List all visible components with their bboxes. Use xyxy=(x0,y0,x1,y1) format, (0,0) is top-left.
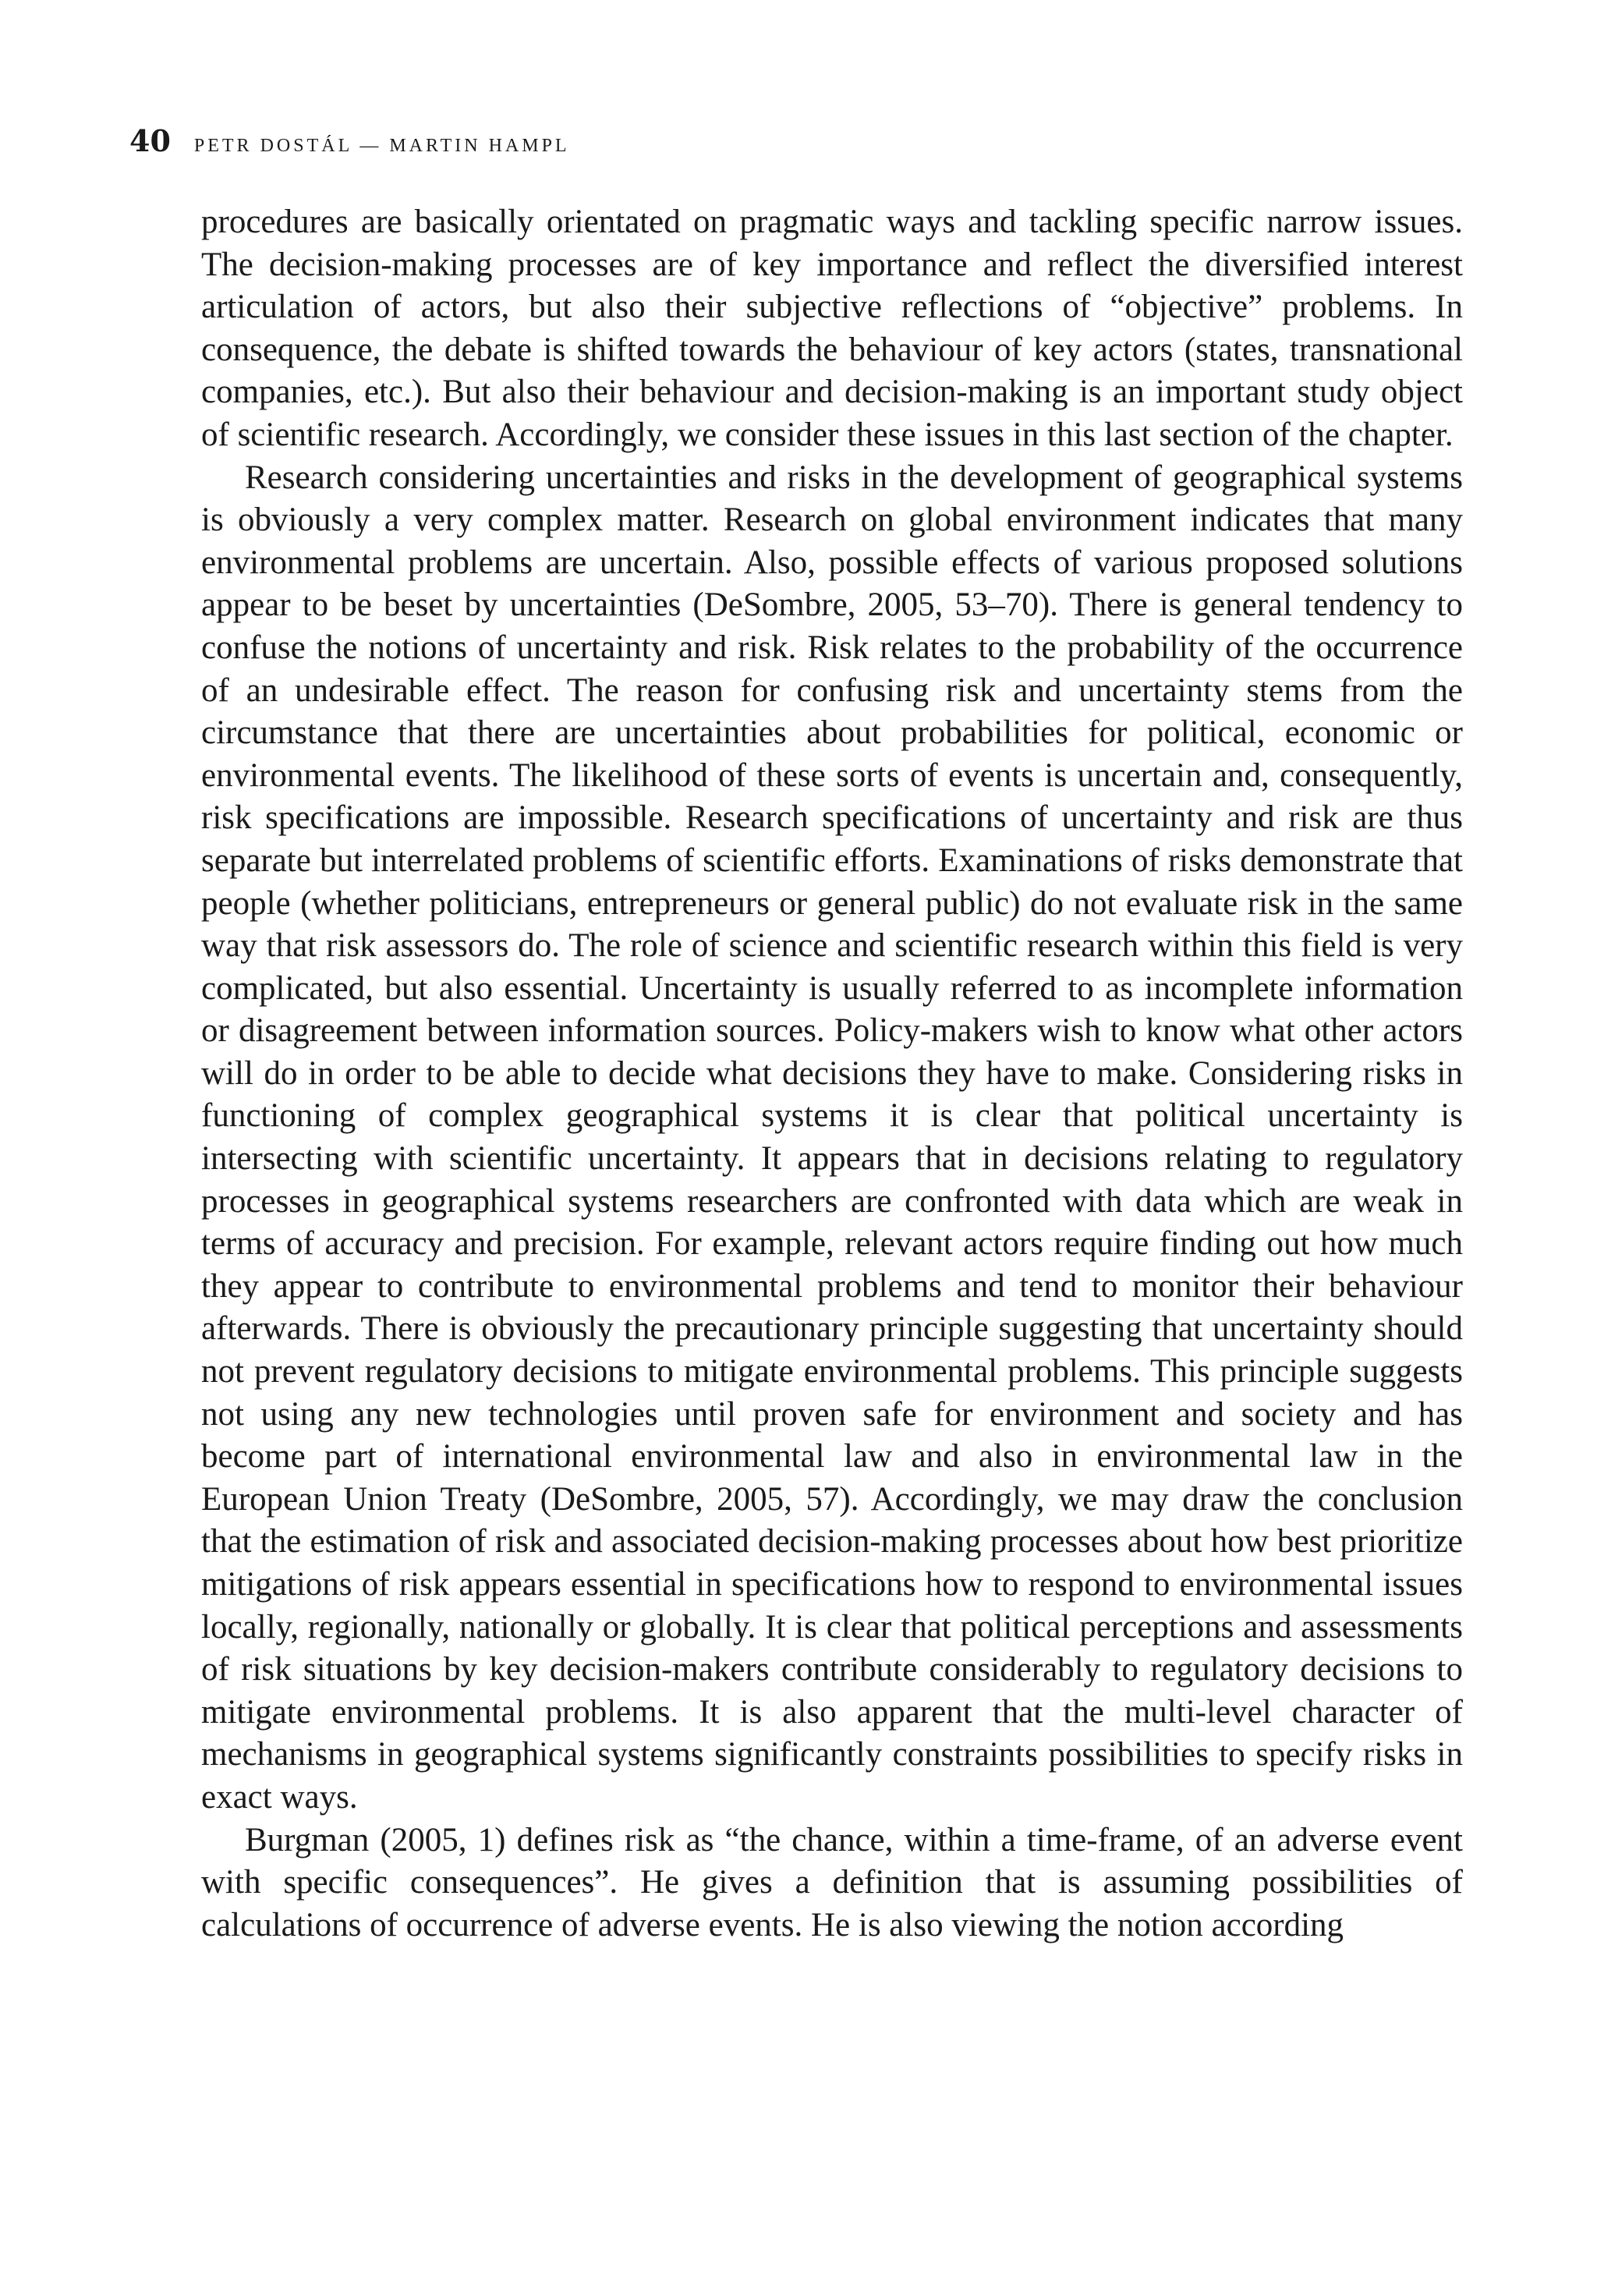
paragraph-continued: procedures are basically orientated on pragmatic ways and tackling specific narrow issues. The decision-making processes are of key importance and reflect the diversified interest articulation of actors, but also their subjective reflections of “objective” problems. In consequence, the debate is shifted towards the behaviour of key actors (states, transnational companies, etc.). But also their behaviour and decision-making is an important study object of scientific research. Accordingly, we consider these issues in this last section of the chapter. xyxy=(201,204,1463,453)
running-title: PETR DOSTÁL — MARTIN HAMPL xyxy=(193,136,570,156)
running-head xyxy=(129,123,570,158)
page-number: 40 xyxy=(129,123,171,158)
paragraph-burgman-definition: Burgman (2005, 1) defines risk as “the chance, within a time-frame, of an adverse event with specific consequences”. He gives a definition that is assuming possibilities of calculations of occurrence of adverse events. He is also viewing the notion according xyxy=(201,1821,1463,1943)
body-text xyxy=(201,201,1463,1947)
paragraph-uncertainty-risk: Research considering uncertainties and risks in the development of geographical systems is obviously a very complex matter. Research on global environment indicates that many environmental problems are uncertain. Also, possible effects of various proposed solutions appear to be beset by uncertainties (DeSombre, 2005, 53–70). There is general tendency to confuse the notions of uncertainty and risk. Risk relates to the probability of the occurrence of an undesirable effect. The reason for confusing risk and uncertainty stems from the circumstance that there are uncertainties about probabilities for political, economic or environmental events. The likelihood of these sorts of events is uncertain and, consequently, risk specifications are impossible. Research specifications of uncertainty and risk are thus separate but interrelated problems of scientific efforts. Examinations of risks demonstrate that people (whether politicians, entrepreneurs or general public) do not evaluate risk in the same way that risk assessors do. The role of science and scientific research within this field is very complicated, but also essential. Uncertainty is usually referred to as incomplete information or disagreement between information sources. Policy-makers wish to know what other actors will do in order to be able to decide what decisions they have to make. Considering risks in functioning of complex geographical systems it is clear that political uncertainty is intersecting with scientific uncertainty. It appears that in decisions relating to regulatory processes in geographical systems researchers are confronted with data which are weak in terms of accuracy and precision. For example, relevant actors require finding out how much they appear to contribute to environmental problems and tend to monitor their behaviour afterwards. There is obviously the precautionary principle suggesting that uncertainty should not prevent regulatory decisions to mitigate environmental problems. This principle suggests not using any new technologies until proven safe for environment and society and has become part of international environmental law and also in environmental law in the European Union Treaty (DeSombre, 2005, 57). Accordingly, we may draw the conclusion that the estimation of risk and associated decision-making processes about how best prioritize mitigations of risk appears essential in specifications how to respond to environmental issues locally, regionally, nationally or globally. It is clear that political perceptions and assessments of risk situations by key decision-makers contribute considerably to regulatory decisions to mitigate environmental problems. It is also apparent that the multi-level character of mechanisms in geographical systems significantly constraints possibilities to specify risks in exact ways. xyxy=(201,459,1463,1816)
